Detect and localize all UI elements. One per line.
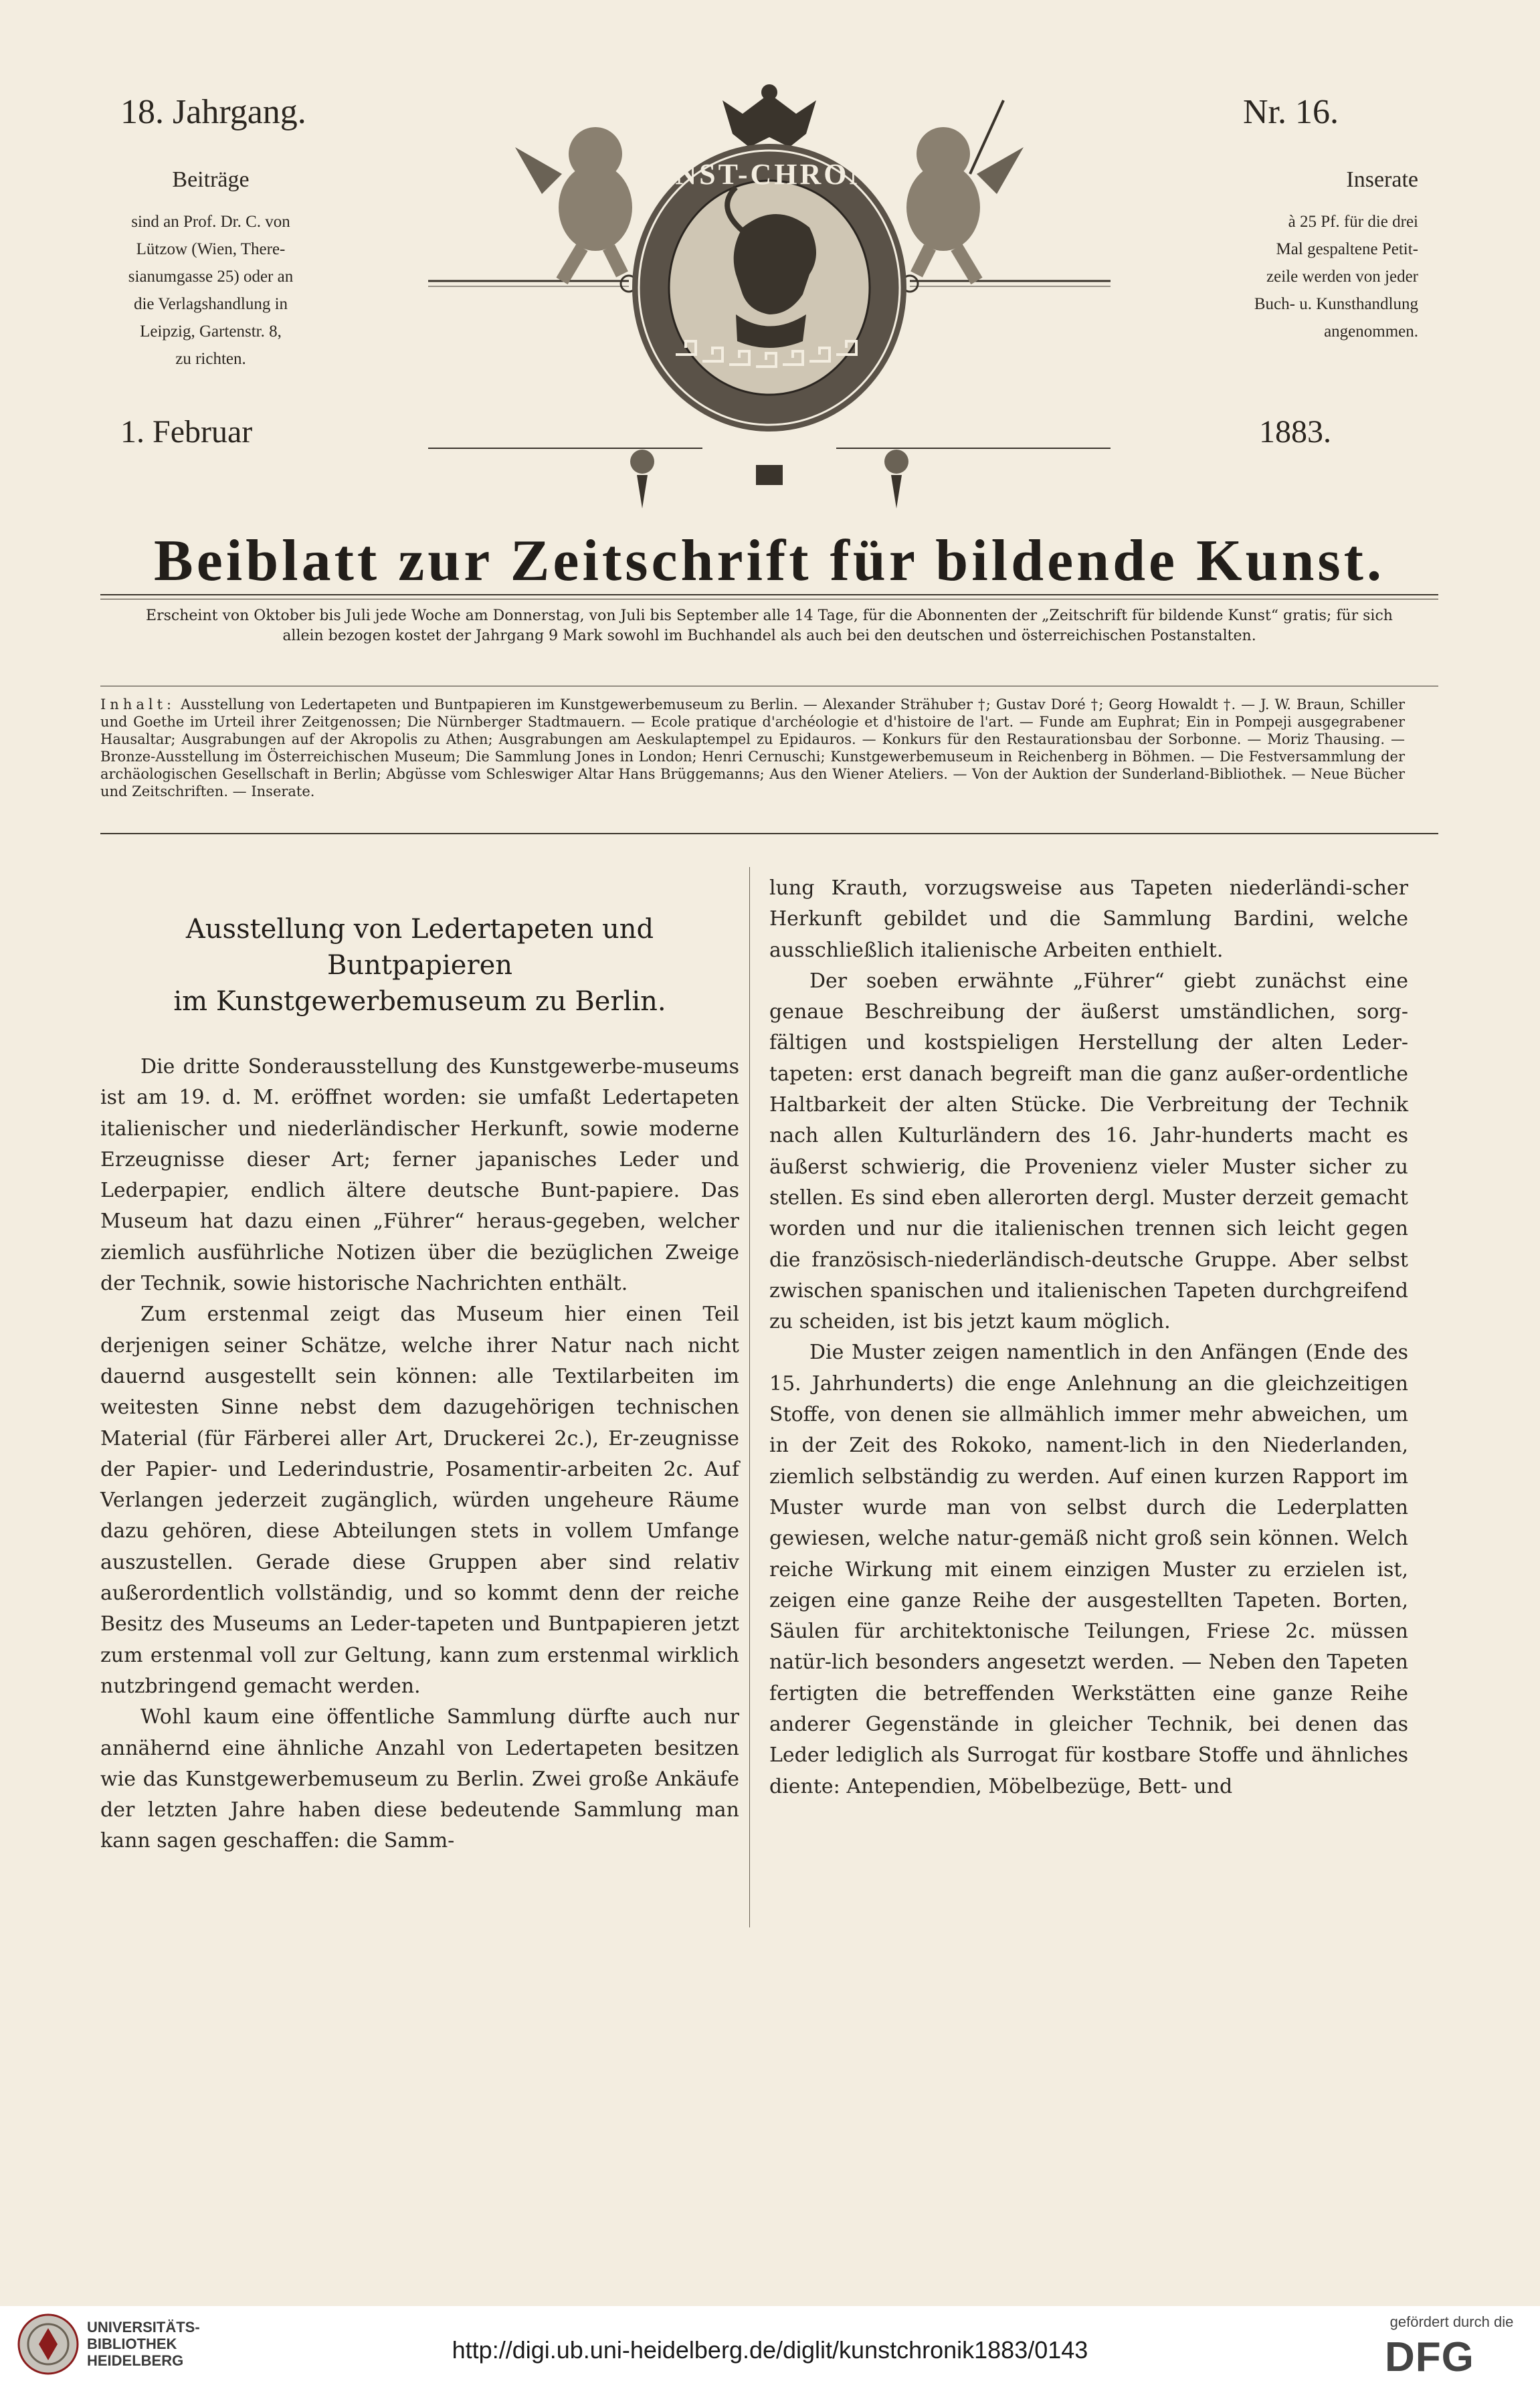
inserate-line: à 25 Pf. für die drei — [1288, 213, 1418, 231]
contents-text: Ausstellung von Ledertapeten und Buntpapieren im Kunstgewerbemuseum zu Berlin. — Alexander Strähuber †; Gustav Doré †; Georg Howaldt †. — J. W. Braun, Schiller und Goethe im Urteil ihrer Zeitgenossen; Die Nürnberger Stadtmauern. — Ecole pratique d'archéologie et d'histoire de l'art. — Funde am Euphrat; Ein in Pompeji ausgegrabener Hausaltar; Ausgrabungen auf der Akropolis zu Athen; Ausgrabungen am Aeskulaptempel zu Epidauros. — Konkurs für den Restaurationsbau der Sorbonne. — Moriz Thausing. — Bronze-Ausstellung im Österreichischen Museum; Die Sammlung Jones in London; Henri Cernuschi; Kunstgewerbemuseum in Reichenberg in Böhmen. — Die Festversammlung der archäologischen Gesellschaft in Berlin; Abgüsse vom Schleswiger Altar Hans Brüggemanns; Aus den Wiener Ateliers. — Von der Auktion der Sunderland-Bibliothek. — Neue Bücher und Zeitschriften. — Inserate. — [100, 696, 1405, 799]
library-line: BIBLIOTHEK — [87, 2336, 177, 2352]
beitraege-line: Leipzig, Gartenstr. 8, — [140, 322, 282, 341]
paragraph: Die dritte Sonderausstellung des Kunstgewerbe-museums ist am 19. d. M. eröffnet worden: sie umfaßt Ledertapeten italienischer und niederländischer Herkunft, sowie moderne Erzeugnisse dieser Art; ferner japanisches Leder und Lederpapier, endlich ältere deutsche Bunt-papiere. Das Museum hat dazu einen „Führer“ heraus-gegeben, welcher ziemlich ausführliche Notizen über die bezüglichen Zweige der Technik, sowie historische Nachrichten enthält. — [100, 1055, 739, 1296]
contents-label: Inhalt: — [100, 696, 176, 712]
paragraph: Zum erstenmal zeigt das Museum hier einen Teil derjenigen seiner Schätze, welche ihrer Natur nach nicht dauernd ausgestellt sein können: alle Textilarbeiten im weitesten Sinne nebst dem dazugehörigen technischen Material (für Färberei aller Art, Druckerei 2c.), Er-zeugnisse der Papier- und Lederindustrie, Posamentir-arbeiten 2c. Auf Verlangen jederzeit zugänglich, würden ungeheure Räume dazu gehören, diese Abteilungen stets in vollem Umfange auszustellen. Gerade diese Gruppen aber sind relativ außerordentlich vollständig, und so kommt denn der reiche Besitz des Museums an Leder-tapeten und Buntpapieren jetzt zum erstenmal voll zur Geltung, kann zum erstenmal wirklich nutzbringend gemacht werden. — [100, 1303, 739, 1698]
article-title — [100, 911, 739, 1020]
beitraege-line: die Verlagshandlung in — [133, 295, 288, 313]
beitraege-line: sianumgasse 25) oder an — [128, 268, 294, 286]
inserate-title: Inserate — [1346, 167, 1418, 192]
issue-number: Nr. 16. — [1243, 93, 1339, 131]
contents-rule-bottom — [100, 833, 1438, 834]
paragraph: Die Muster zeigen namentlich in den Anfängen (Ende des 15. Jahrhunderts) die enge Anlehnung an die gleichzeitigen Stoffe, von denen sie allmählich immer mehr abweichen, um in der Zeit des Rokoko, nament-lich in den Niederlanden, ziemlich selbständig zu werden. Auf einen kurzen Rapport im Muster wurde man von selbst durch die Lederplatten gewiesen, welche natur-gemäß nicht groß sein können. Welch reiche Wirkung mit einem einzigen Muster zu erzielen ist, zeigen eine ganze Reihe der ausgestellten Tapeten. Borten, Säulen für architektonische Teilungen, Friese 2c. müssen natür-lich besonders angesetzt werden. — Neben den Tapeten fertigten die betreffenden Werkstätten eine ganze Reihe anderer Gegenstände in gleicher Technik, bei denen das Leder lediglich als Surrogat für kostbare Stoffe und ähnliches diente: Antependien, Möbelbezüge, Bett- und — [769, 1341, 1408, 1798]
article-column-left — [100, 876, 739, 1857]
eagle-icon — [723, 84, 816, 147]
beitraege-line: zu richten. — [175, 350, 246, 368]
issue-date: 1. Februar — [120, 414, 253, 450]
source-url-link[interactable]: http://digi.ub.uni-heidelberg.de/diglit/kunstchronik1883/0143 — [452, 2336, 1088, 2364]
paragraph: Wohl kaum eine öffentliche Sammlung dürfte auch nur annähernd eine ähnliche Anzahl von Ledertapeten besitzen wie das Kunstgewerbemuseum zu Berlin. Zwei große Ankäufe der letzten Jahre haben diese bedeutende Sammlung man kann sagen geschaffen: die Samm- — [100, 1705, 739, 1853]
table-of-contents — [100, 696, 1405, 800]
beitraege-title: Beiträge — [172, 167, 250, 192]
inserate-line: angenommen. — [1324, 322, 1418, 341]
title-rule — [100, 594, 1438, 595]
funding-note: gefördert durch die — [1389, 2313, 1514, 2330]
paragraph: Der soeben erwähnte „Führer“ giebt zunächst eine genaue Beschreibung der äußerst umständlichen, sorg-fältigen und kostspieligen Herstellung der alten Leder-tapeten: erst danach begreift man die ganz außer-ordentliche Haltbarkeit der alten Stücke. Die Verbreitung der Technik nach allen Kulturländern des 16. Jahr-hunderts macht es äußerst schwierig, die Provenienz vieler Muster sicher zu stellen. Es sind eben allerorten dergl. Muster derzeit gemacht worden und nur die italienischen trennen sich leicht gegen die französisch-niederländisch-deutsche Gruppe. Aber selbst zwischen spanischen und italienischen Tapeten durchgreifend zu scheiden, ist bis jetzt kaum möglich. — [769, 969, 1408, 1334]
inserate-line: Buch- u. Kunsthandlung — [1254, 295, 1418, 313]
inserate-line: zeile werden von jeder — [1266, 268, 1418, 286]
column-divider — [749, 867, 750, 1927]
inserate-block — [1151, 166, 1418, 345]
vignette-title: KUNST-CHRONIK — [625, 158, 913, 191]
beitraege-line: Lützow (Wien, There- — [136, 240, 286, 258]
issue-year: 1883. — [1259, 414, 1331, 450]
article-column-right — [769, 873, 1408, 1802]
right-cherub-icon — [906, 100, 1024, 281]
inserate-line: Mal gespaltene Petit- — [1276, 240, 1418, 258]
library-line: HEIDELBERG — [87, 2352, 184, 2369]
beitraege-line: sind an Prof. Dr. C. von — [131, 213, 290, 231]
article-title-line: im Kunstgewerbemuseum zu Berlin. — [173, 986, 666, 1017]
beitraege-block — [100, 166, 321, 373]
jahrgang: 18. Jahrgang. — [120, 93, 306, 131]
article-title-line: Ausstellung von Ledertapeten und Buntpapieren — [185, 914, 654, 981]
publication-info: Erscheint von Oktober bis Juli jede Woche am Donnerstag, von Juli bis September alle 14 Tage, für die Abonnenten der „Zeitschrift für bildende Kunst“ gratis; für sich allein bezogen kostet der Jahrgang 9 Mark sowohl im Buchhandel als auch bei den deutschen und österreichischen Postanstalten. — [146, 607, 1393, 644]
main-title: Beiblatt zur Zeitschrift für bildende Kunst. — [154, 529, 1385, 593]
masthead-vignette — [428, 74, 1111, 515]
pendant-ornament — [630, 450, 908, 508]
dfg-logo: DFG — [1385, 2334, 1474, 2380]
medallion — [625, 144, 912, 432]
left-cherub-icon — [515, 127, 632, 281]
paragraph: lung Krauth, vorzugsweise aus Tapeten niederländi-scher Herkunft gebildet und die Sammlung Bardini, welche ausschließlich italienische Arbeiten enthielt. — [769, 876, 1408, 962]
library-line: UNIVERSITÄTS- — [87, 2319, 200, 2336]
